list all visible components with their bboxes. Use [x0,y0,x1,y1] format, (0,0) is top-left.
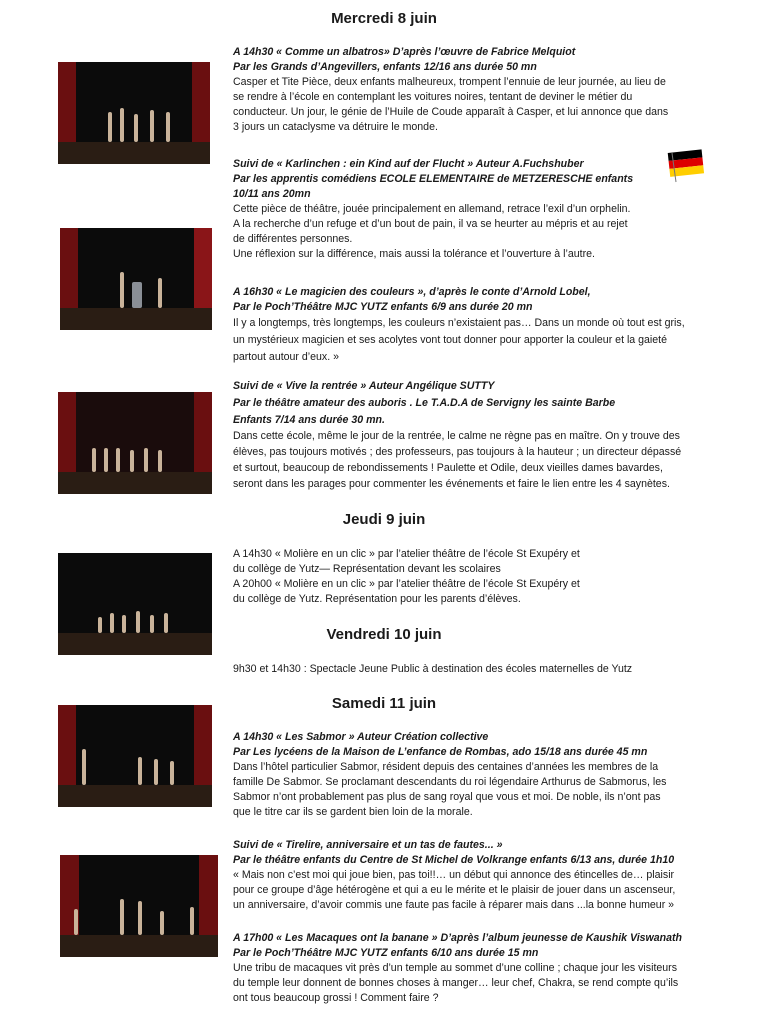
show-description: Cette pièce de théâtre, jouée principalement en allemand, retrace l’exil d’un orphelin. A la recherche d’un refuge et d’un bout de pain, il va se heurter au mépris et au rejet de différentes personnes. Une réflexion sur la différence, mais aussi la tolérance et l’ouverture à l’autre. [233,203,631,260]
show-description: Une tribu de macaques vit près d’un temple au sommet d’une colline ; chaque jour les visiteurs du temple leur donnent de bonnes choses à manger… leur chef, Chakra, se rend compte qu’ils ont tous beaucoup grossi ! Comment faire ? [233,962,679,1004]
day-heading-friday: Vendredi 10 juin [326,626,442,643]
show-description: Dans l’hôtel particulier Sabmor, résident depuis des centaines d’années les membres de la famille De Sabmor. Se proclamant descendants du roi légendaire Arthurus de Sabmorus, les Sabmor n’ont probablement pas plus de sang royal que vous et moi. De noble, ils n’ont pas que le titre car ils se gardent bien loin de la morale. [233,761,667,818]
show-company: Par les apprentis comédiens ECOLE ELEMENTAIRE de METZERESCHE enfants [233,173,634,185]
friday-program [233,662,733,677]
stage-photo-tirelire [60,855,218,957]
thursday-program [233,547,733,607]
show-title: Suivi de « Vive la rentrée » Auteur Angélique SUTTY [233,380,495,392]
show-karlinchen [233,157,733,262]
show-magicien-des-couleurs [233,285,733,366]
show-comme-un-albatros [233,45,733,135]
thursday-line: du collège de Yutz— Représentation devant les scolaires [233,563,501,575]
show-description: Casper et Tite Pièce, deux enfants malheureux, trompent l’ennuie de leur journée, au lieu de se rendre à l’école en contemplant les voitures noires, tentant de deviner le métier du conducteur. Un jour, le génie de l’Huile de Coude apparaît à Casper, et lui annonce que dans 3 jours un cataclysme va détruire le monde. [233,76,669,133]
show-title: Suivi de « Tirelire, anniversaire et un tas de fautes... » [233,839,503,851]
show-company: Par le théâtre enfants du Centre de St Michel de Volkrange enfants 6/13 ans, durée 1h10 [233,854,675,866]
thursday-line: A 20h00 « Molière en un clic » par l’atelier théâtre de l’école St Exupéry et [233,578,580,590]
stage-photo-vive-la-rentree [58,392,212,494]
stage-photo-albatros [58,62,210,164]
friday-line: 9h30 et 14h30 : Spectacle Jeune Public à destination des écoles maternelles de Yutz [233,663,633,675]
thursday-line: A 14h30 « Molière en un clic » par l’atelier théâtre de l’école St Exupéry et [233,548,580,560]
show-title: A 14h30 « Comme un albatros» D’après l’œuvre de Fabrice Melquiot [233,46,576,58]
show-title: A 17h00 « Les Macaques ont la banane » D’après l’album jeunesse de Kaushik Viswanath [233,932,683,944]
show-ages: Enfants 7/14 ans durée 30 mn. [233,414,385,426]
stage-photo-karlinchen [60,228,212,330]
show-company: Par Les lycéens de la Maison de L’enfance de Rombas, ado 15/18 ans durée 45 mn [233,746,648,758]
show-company: Par le Poch’Théâtre MJC YUTZ enfants 6/9 ans durée 20 mn [233,301,533,313]
show-vive-la-rentree [233,379,733,492]
show-title: A 16h30 « Le magicien des couleurs », d’après le conte d’Arnold Lobel, [233,286,591,298]
day-heading-thursday: Jeudi 9 juin [342,511,426,528]
show-description: Il y a longtemps, très longtemps, les couleurs n’existaient pas… Dans un monde où tout est gris, un mystérieux magicien et ses acolytes vont tout donner pour apporter la couleur et la gaieté partout autour d’eux. » [233,317,685,363]
show-company: Par le théâtre amateur des auboris . Le T.A.D.A de Servigny les sainte Barbe [233,397,616,409]
stage-photo-sabmor [58,705,212,807]
show-les-macaques [233,931,733,1006]
show-description: Dans cette école, même le jour de la rentrée, le calme ne règne pas en maître. On y trouve des élèves, pas toujours motivés ; des professeurs, pas toujours à la hauteur ; un directeur dépassé et surtout, beaucoup de rebondissements ! Paulette et Odile, deux vieilles dames bavardes, seront dans les parages pour commenter les événements et faire le lien entre les 4 saynètes. [233,430,682,490]
thursday-line: du collège de Yutz. Représentation pour les parents d’élèves. [233,593,521,605]
show-tirelire [233,838,733,913]
show-ages: 10/11 ans 20mn [233,188,311,200]
show-description: « Mais non c’est moi qui joue bien, pas toi!!… un début qui annonce des étincelles de… plaisir pour ce groupe d’âge hétérogène et qui a eu le mérite et le plaisir de jouer dans un ascenseur, un anniversaire, d’avoir commis une faute pas facile à réparer mais dans ...la bonne humeur » [233,869,676,911]
show-title: Suivi de « Karlinchen : ein Kind auf der Flucht » Auteur A.Fuchshuber [233,158,584,170]
stage-photo-moliere [58,553,212,655]
show-company: Par les Grands d’Angevillers, enfants 12/16 ans durée 50 mn [233,61,537,73]
show-les-sabmor [233,730,733,820]
show-title: A 14h30 « Les Sabmor » Auteur Création collective [233,731,489,743]
day-heading-wednesday: Mercredi 8 juin [331,10,437,27]
day-heading-saturday: Samedi 11 juin [331,695,437,712]
show-company: Par le Poch’Théâtre MJC YUTZ enfants 6/10 ans durée 15 mn [233,947,539,959]
